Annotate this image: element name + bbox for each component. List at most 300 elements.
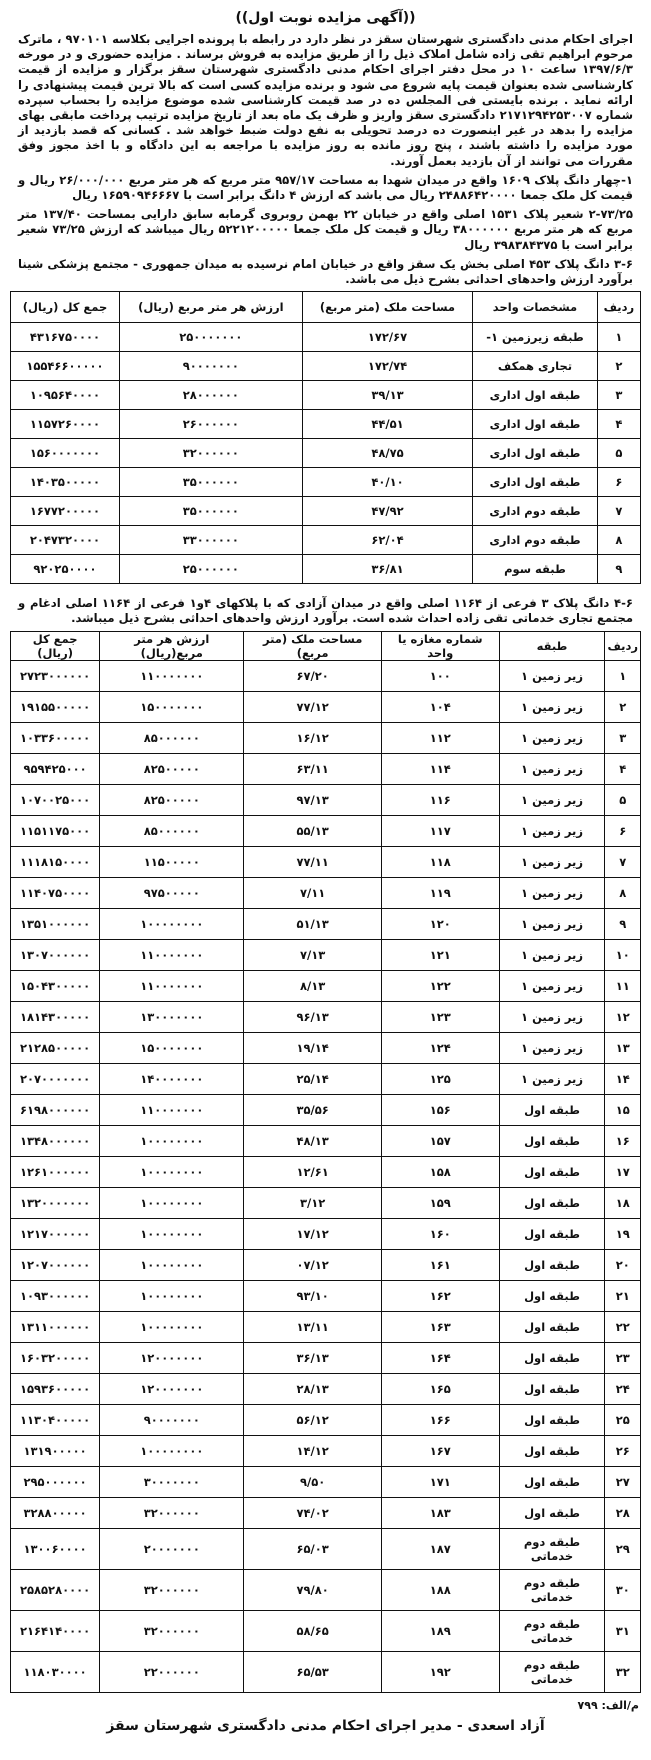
table-cell: ۳/۱۲ [244, 1187, 382, 1218]
table-cell: ۶ [597, 468, 640, 497]
table-cell: ۱۲۴ [381, 1032, 499, 1063]
table-cell: ۵ [597, 439, 640, 468]
table-cell: ۳۶/۸۱ [302, 555, 472, 584]
table-cell: ۳۲۰۰۰۰۰۰ [100, 1610, 244, 1651]
column-header: مساحت ملک (متر مربع) [244, 631, 382, 660]
table-cell: طبقه اول اداری [473, 381, 598, 410]
table-cell: طبقه اول اداری [473, 410, 598, 439]
table-cell: ۳۵/۵۶ [244, 1094, 382, 1125]
table-cell: ۹۷/۱۳ [244, 784, 382, 815]
table-cell: ۱۱۰۰۰۰۰۰۰ [100, 1094, 244, 1125]
table-cell: ۹۰۰۰۰۰۰۰ [119, 352, 302, 381]
table-cell: ۱۱۹ [381, 877, 499, 908]
table-cell: ۳۰ [605, 1569, 641, 1610]
table-cell: ۱۶۷ [381, 1435, 499, 1466]
table-cell: ۱۶/۱۲ [244, 722, 382, 753]
table-cell: ۱۶۰۳۲۰۰۰۰۰ [11, 1342, 100, 1373]
table-cell: ۲۳ [605, 1342, 641, 1373]
table-cell: ۱۸۱۴۳۰۰۰۰۰ [11, 1001, 100, 1032]
table-cell: ۱۱۰۰۰۰۰۰۰ [100, 660, 244, 691]
table-cell: ۴۰/۱۰ [302, 468, 472, 497]
table-cell: طبقه اول [499, 1187, 605, 1218]
table-cell: ۹۳/۱۰ [244, 1280, 382, 1311]
table-cell: ۱۰۰۰۰۰۰۰۰ [100, 1187, 244, 1218]
table-row [11, 1497, 641, 1528]
table-cell: ۲۵۰۰۰۰۰۰ [119, 555, 302, 584]
column-header: ارزش هر متر مربع(ریال) [100, 631, 244, 660]
table-cell: ۲۰۷۰۰۰۰۰۰۰ [11, 1063, 100, 1094]
item-1-paragraph: ۱-چهار دانگ پلاک ۱۶۰۹ واقع در میدان شهدا به مساحت ۹۵۷/۱۷ متر مربع که هر متر مربع ۲۶/۰۰۰/۰۰۰ ریال و قیمت کل ملک جمعا ۲۴۸۸۶۴۲۰۰۰۰ ریال می باشد که ارزش ۴ دانگ برابر است با ۱۶۵۹۰۹۴۶۶۶۷ ریال [18, 172, 633, 203]
table-cell: ۶۳/۱۱ [244, 753, 382, 784]
table-cell: طبقه زیرزمین ۱- [473, 323, 598, 352]
table-cell: طبقه اول [499, 1218, 605, 1249]
table-cell: طبقه دوم خدماتی [499, 1610, 605, 1651]
item-2-paragraph: ۲-۷۳/۲۵ شعیر پلاک ۱۵۳۱ اصلی واقع در خیابان ۲۲ بهمن روبروی گرمابه سابق دارایی بمساحت ۱۳۷/۴۰ متر مربع که هر متر مربع ۳۸۰۰۰۰۰۰ ریال و قیمت کل ملک جمعا ۵۲۲۱۲۰۰۰۰۰ ریال میباشد که ارزش ۷۳/۲۵ شعیر برابر است با ۳۹۸۳۸۴۳۷۵ ریال [18, 207, 634, 252]
table-row [11, 1280, 641, 1311]
table-row [11, 1651, 641, 1692]
table-cell: ۳ [605, 722, 641, 753]
table-cell: ۲۸/۱۳ [244, 1373, 382, 1404]
table-cell: ۷/۱۳ [244, 939, 382, 970]
table-cell: ۳ [597, 381, 640, 410]
table-row [11, 497, 641, 526]
table-cell: ۱۵۶۰۰۰۰۰۰۰ [11, 439, 120, 468]
table-cell: ۷۷/۱۲ [244, 691, 382, 722]
table-cell: ۱۶۱ [381, 1249, 499, 1280]
table-row [11, 555, 641, 584]
column-header: طبقه [499, 631, 605, 660]
table-cell: ۸۲۵۰۰۰۰۰ [100, 784, 244, 815]
table-cell: ۱۱۵۷۲۶۰۰۰۰ [11, 410, 120, 439]
table-row [11, 1156, 641, 1187]
table-cell: ۱۳۱۱۰۰۰۰۰۰ [11, 1311, 100, 1342]
table-cell: ۱ [605, 660, 641, 691]
table-cell: ۹۶/۱۳ [244, 1001, 382, 1032]
table-row [11, 1218, 641, 1249]
table-cell: ۲ [605, 691, 641, 722]
table-cell: ۱۶۷۷۲۰۰۰۰۰ [11, 497, 120, 526]
column-header: جمع کل (ریال) [11, 631, 100, 660]
table-cell: ۱۶۴ [381, 1342, 499, 1373]
table-cell: ۱۹۱۵۵۰۰۰۰۰ [11, 691, 100, 722]
table-cell: ۱۰۰۰۰۰۰۰۰ [100, 908, 244, 939]
table-row [11, 970, 641, 1001]
table-cell: ۱۵۵۴۶۶۰۰۰۰۰ [11, 352, 120, 381]
table-cell: تجاری همکف [473, 352, 598, 381]
table-cell: ۸/۱۳ [244, 970, 382, 1001]
table-cell: ۱۹ [605, 1218, 641, 1249]
table-cell: ۷ [605, 846, 641, 877]
table-cell: طبقه اول [499, 1249, 605, 1280]
table-cell: ۱۰۰۰۰۰۰۰۰ [100, 1435, 244, 1466]
table-cell: ۱۳۵۱۰۰۰۰۰۰ [11, 908, 100, 939]
table-1-body [11, 323, 641, 584]
table-cell: ۱۲۵ [381, 1063, 499, 1094]
table-cell: ۱۶۶ [381, 1404, 499, 1435]
table-cell: زیر زمین ۱ [499, 691, 605, 722]
table-cell: ۹۵۹۴۲۵۰۰۰ [11, 753, 100, 784]
table-cell: ۲۹ [605, 1528, 641, 1569]
table-cell: ۱۵۰۰۰۰۰۰۰ [100, 1032, 244, 1063]
table-cell: ۱۲۲ [381, 970, 499, 1001]
table-row [11, 815, 641, 846]
table-cell: ۱۴/۱۲ [244, 1435, 382, 1466]
table-cell: ۱۳۰۷۰۰۰۰۰۰ [11, 939, 100, 970]
table-cell: ۱۰۹۵۶۴۰۰۰۰ [11, 381, 120, 410]
table-cell: ۱۱۸ [381, 846, 499, 877]
table-cell: ۳۶/۱۳ [244, 1342, 382, 1373]
table-cell: طبقه اول [499, 1466, 605, 1497]
table-cell: ۹۰۰۰۰۰۰۰ [100, 1404, 244, 1435]
table-cell: ۱۶۵ [381, 1373, 499, 1404]
table-cell: ۱۵۹۳۶۰۰۰۰۰ [11, 1373, 100, 1404]
table-cell: ۳۹/۱۳ [302, 381, 472, 410]
table-cell: ۱۷۲/۶۷ [302, 323, 472, 352]
table-cell: ۱۳۱۹۰۰۰۰۰ [11, 1435, 100, 1466]
table-cell: زیر زمین ۱ [499, 1032, 605, 1063]
table-row [11, 1528, 641, 1569]
table-cell: ۱۱۴۰۷۵۰۰۰۰ [11, 877, 100, 908]
table-cell: ۷۹/۸۰ [244, 1569, 382, 1610]
table-cell: ۱۰۰۰۰۰۰۰۰ [100, 1280, 244, 1311]
table-cell: ۳۰۰۰۰۰۰۰ [100, 1466, 244, 1497]
table-row [11, 1342, 641, 1373]
table-cell: ۶۲/۰۴ [302, 526, 472, 555]
table-cell: ۵۸/۶۵ [244, 1610, 382, 1651]
table-cell: ۱۰۰۰۰۰۰۰۰ [100, 1156, 244, 1187]
table-row [11, 352, 641, 381]
table-cell: ۲۰۴۷۳۲۰۰۰۰ [11, 526, 120, 555]
table-cell: طبقه اول اداری [473, 439, 598, 468]
column-header: مساحت ملک (متر مربع) [302, 292, 472, 323]
table-cell: ۱۴۰۳۵۰۰۰۰۰ [11, 468, 120, 497]
table-cell: ۲۱۶۴۱۴۰۰۰۰ [11, 1610, 100, 1651]
table-cell: ۱۱۷ [381, 815, 499, 846]
table-cell: زیر زمین ۱ [499, 846, 605, 877]
table-row [11, 722, 641, 753]
table-cell: ۱۲۰۰۰۰۰۰۰ [100, 1373, 244, 1404]
table-cell: زیر زمین ۱ [499, 753, 605, 784]
table-cell: ۱۱۴ [381, 753, 499, 784]
table-cell: ۲۰۰۰۰۰۰۰ [100, 1528, 244, 1569]
table-row [11, 1311, 641, 1342]
table-cell: ۵ [605, 784, 641, 815]
table-cell: ۱۸۹ [381, 1610, 499, 1651]
column-header: جمع کل (ریال) [11, 292, 120, 323]
table-row [11, 1373, 641, 1404]
table-cell: ۶۵/۵۳ [244, 1651, 382, 1692]
table-cell: ۲۸۰۰۰۰۰۰ [119, 381, 302, 410]
table-cell: طبقه اول [499, 1280, 605, 1311]
table-cell: ۱۱۰۰۰۰۰۰۰ [100, 970, 244, 1001]
table-cell: طبقه دوم خدماتی [499, 1651, 605, 1692]
table-row [11, 410, 641, 439]
table-cell: ۱۳۰۰۶۰۰۰۰ [11, 1528, 100, 1569]
table-cell: ۸۲۵۰۰۰۰۰ [100, 753, 244, 784]
table-cell: ۶۷/۲۰ [244, 660, 382, 691]
table-cell: ۱۱۵۱۱۷۵۰۰۰ [11, 815, 100, 846]
table-cell: ۲۷ [605, 1466, 641, 1497]
units-table-2 [10, 631, 641, 1693]
table-cell: طبقه اول [499, 1373, 605, 1404]
table-cell: ۱۵۹ [381, 1187, 499, 1218]
table-cell: ۴۷/۹۲ [302, 497, 472, 526]
table-cell: ۱۰۳۳۶۰۰۰۰۰ [11, 722, 100, 753]
table-cell: ۱۶۰ [381, 1218, 499, 1249]
intro-paragraph: اجرای احکام مدنی دادگستری شهرستان سقز در نظر دارد در رابطه با پرونده اجرایی بکلاسه ۹۷۰۱۰۱ ، ماترک مرحوم ابراهیم تقی زاده شامل املاک ذیل را از طریق مزایده به فروش برساند . مزایده حضوری و در مورخه ۱۳۹۷/۶/۳ ساعت ۱۰ در محل دفتر اجرای احکام مدنی دادگستری شهرستان سقز برگزار و مزایده از قیمت کارشناسی شده بعنوان قیمت پایه شروع می شود و برنده مزایده کسی است که بالا ترین قیمت پیشنهادی را ارائه نماید . برنده بایستی فی المجلس ده در صد قیمت کارشناسی شده موضوع مزایده را بحساب سپرده شماره ۲۱۷۱۲۹۴۲۵۳۰۰۷ دادگستری سقز واریز و ظرف یک ماه بعد از تاریخ مزایده ترتیب پرداخت مابقی بهای مزایده را بدهد در غیر اینصورت ده درصد تحویلی به نفع دولت ضبط خواهد شد . کسانی که قصد بازدید از مورد مزایده را داشته باشند ، پنج روز مانده به روز مزایده با مراجعه به این دادگاه و با اخذ مجوز وفق مقررات می توانند از آن بازدید بعمل آورند. [18, 32, 634, 168]
column-header: ارزش هر متر مربع (ریال) [119, 292, 302, 323]
table-cell: ۹/۵۰ [244, 1466, 382, 1497]
table-cell: طبقه دوم اداری [473, 497, 598, 526]
table-row [11, 784, 641, 815]
table-cell: زیر زمین ۱ [499, 1001, 605, 1032]
table-cell: ۴۳۱۶۷۵۰۰۰۰ [11, 323, 120, 352]
table-row [11, 1125, 641, 1156]
table-cell: طبقه اول [499, 1156, 605, 1187]
table-cell: ۱۲۳ [381, 1001, 499, 1032]
table-cell: ۵۱/۱۳ [244, 908, 382, 939]
table-cell: ۱۰۰۰۰۰۰۰۰ [100, 1218, 244, 1249]
column-header: شماره مغازه یا واحد [381, 631, 499, 660]
table-2-header-row [11, 631, 641, 660]
table-cell: ۸۵۰۰۰۰۰۰ [100, 722, 244, 753]
table-cell: ۲۵ [605, 1404, 641, 1435]
table-cell: ۳۲ [605, 1651, 641, 1692]
table-cell: ۶۵/۰۳ [244, 1528, 382, 1569]
table-cell: ۸۵۰۰۰۰۰۰ [100, 815, 244, 846]
table-cell: ۱۲۶۱۰۰۰۰۰۰ [11, 1156, 100, 1187]
table-cell: طبقه دوم اداری [473, 526, 598, 555]
table-cell: ۷ [597, 497, 640, 526]
table-row [11, 381, 641, 410]
table-row [11, 1249, 641, 1280]
table-row [11, 526, 641, 555]
table-cell: ۱۳ [605, 1032, 641, 1063]
table-cell: زیر زمین ۱ [499, 660, 605, 691]
table-row [11, 877, 641, 908]
table-row [11, 1466, 641, 1497]
table-cell: ۳۳۰۰۰۰۰۰ [119, 526, 302, 555]
table-cell: ۳۱ [605, 1610, 641, 1651]
table-cell: ۷/۱۱ [244, 877, 382, 908]
table-cell: ۳۲۸۸۰۰۰۰۰ [11, 1497, 100, 1528]
table-cell: ۰۷/۱۲ [244, 1249, 382, 1280]
table-cell: ۱۱۱۸۱۵۰۰۰۰ [11, 846, 100, 877]
table-cell: ۱۵۰۰۰۰۰۰۰ [100, 691, 244, 722]
table-cell: ۱۴ [605, 1063, 641, 1094]
table-cell: ۱۰۴ [381, 691, 499, 722]
table-cell: طبقه اول اداری [473, 468, 598, 497]
item-4-paragraph: ۴-۶ دانگ پلاک ۳ فرعی از ۱۱۶۴ اصلی واقع در میدان آزادی که با پلاکهای ۴و۱ فرعی از ۱۱۶۴ اصلی ادغام و مجتمع تجاری خدماتی تقی زاده احداث شده است. برآورد ارزش واحدهای احداثی بشرح ذیل میباشد. [18, 596, 634, 626]
table-cell: ۱۸ [605, 1187, 641, 1218]
table-cell: ۲۵/۱۴ [244, 1063, 382, 1094]
table-row [11, 908, 641, 939]
table-cell: ۱۸۷ [381, 1528, 499, 1569]
table-cell: ۴۴/۵۱ [302, 410, 472, 439]
table-cell: ۱۶۲ [381, 1280, 499, 1311]
table-cell: ۱۶ [605, 1125, 641, 1156]
table-cell: ۱۵۸ [381, 1156, 499, 1187]
table-row [11, 1435, 641, 1466]
table-cell: ۱۴۰۰۰۰۰۰۰ [100, 1063, 244, 1094]
table-cell: ۶ [605, 815, 641, 846]
table-cell: ۷۷/۱۱ [244, 846, 382, 877]
table-cell: ۱۹۲ [381, 1651, 499, 1692]
table-row [11, 1032, 641, 1063]
table-cell: ۳۲۰۰۰۰۰۰ [100, 1569, 244, 1610]
table-cell: ۱۱۶ [381, 784, 499, 815]
table-cell: ۶۱۹۸۰۰۰۰۰۰ [11, 1094, 100, 1125]
table-cell: ۳۲۰۰۰۰۰۰ [100, 1497, 244, 1528]
table-cell: ۱ [597, 323, 640, 352]
table-cell: ۲۲۰۰۰۰۰۰ [100, 1651, 244, 1692]
table-cell: ۱۱۰۰۰۰۰۰۰ [100, 939, 244, 970]
table-row [11, 323, 641, 352]
table-cell: ۱۳۰۰۰۰۰۰۰ [100, 1001, 244, 1032]
table-cell: ۹۷۵۰۰۰۰۰ [100, 877, 244, 908]
column-header: ردیف [597, 292, 640, 323]
table-cell: ۲۹۵۰۰۰۰۰۰ [11, 1466, 100, 1497]
table-cell: ۱۵ [605, 1094, 641, 1125]
table-cell: ۲۴ [605, 1373, 641, 1404]
table-row [11, 468, 641, 497]
table-cell: ۱۳/۱۱ [244, 1311, 382, 1342]
table-cell: ۱۹/۱۴ [244, 1032, 382, 1063]
auction-notice [10, 0, 641, 1734]
table-cell: ۲۱ [605, 1280, 641, 1311]
table-cell: ۱۲۱۷۰۰۰۰۰۰ [11, 1218, 100, 1249]
table-cell: ۱۵۶ [381, 1094, 499, 1125]
table-cell: ۲۸ [605, 1497, 641, 1528]
table-cell: زیر زمین ۱ [499, 1063, 605, 1094]
table-cell: زیر زمین ۱ [499, 722, 605, 753]
table-cell: ۱۱۳۰۴۰۰۰۰۰ [11, 1404, 100, 1435]
table-row [11, 660, 641, 691]
table-cell: ۱۲ [605, 1001, 641, 1032]
table-cell: ۱۲۰۷۰۰۰۰۰۰ [11, 1249, 100, 1280]
table-cell: ۱۵۰۴۳۰۰۰۰۰ [11, 970, 100, 1001]
table-row [11, 1001, 641, 1032]
table-cell: ۱۰ [605, 939, 641, 970]
table-cell: طبقه اول [499, 1435, 605, 1466]
table-cell: ۸ [597, 526, 640, 555]
table-cell: ۴۸/۱۳ [244, 1125, 382, 1156]
table-cell: طبقه اول [499, 1311, 605, 1342]
table-cell: ۱۲۰ [381, 908, 499, 939]
table-cell: طبقه اول [499, 1125, 605, 1156]
table-cell: ۱۳۴۸۰۰۰۰۰۰ [11, 1125, 100, 1156]
table-cell: ۵۵/۱۳ [244, 815, 382, 846]
table-cell: ۲۲ [605, 1311, 641, 1342]
table-row [11, 1569, 641, 1610]
table-cell: ۱۳۲۰۰۰۰۰۰۰ [11, 1187, 100, 1218]
column-header: مشخصات واحد [473, 292, 598, 323]
table-cell: ۱۰۹۳۰۰۰۰۰۰ [11, 1280, 100, 1311]
table-cell: ۷۴/۰۲ [244, 1497, 382, 1528]
table-cell: طبقه سوم [473, 555, 598, 584]
table-cell: زیر زمین ۱ [499, 877, 605, 908]
table-cell: طبقه اول [499, 1404, 605, 1435]
notice-title: ((آگهی مزایده نوبت اول)) [235, 10, 416, 26]
table-row [11, 691, 641, 722]
table-row [11, 1063, 641, 1094]
table-cell: ۱۱۸۰۳۰۰۰۰ [11, 1651, 100, 1692]
table-cell: ۴۸/۷۵ [302, 439, 472, 468]
table-cell: ۲۵۰۰۰۰۰۰۰ [119, 323, 302, 352]
table-cell: ۱۱ [605, 970, 641, 1001]
table-cell: ۱۲۰۰۰۰۰۰۰ [100, 1342, 244, 1373]
table-cell: ۳۲۰۰۰۰۰۰ [119, 439, 302, 468]
table-cell: ۱۵۷ [381, 1125, 499, 1156]
table-cell: طبقه اول [499, 1497, 605, 1528]
table-cell: ۱۰۷۰۰۲۵۰۰۰ [11, 784, 100, 815]
table-cell: ۹۲۰۲۵۰۰۰۰ [11, 555, 120, 584]
table-cell: ۴ [597, 410, 640, 439]
table-cell: طبقه دوم خدماتی [499, 1569, 605, 1610]
table-cell: ۲ [597, 352, 640, 381]
table-cell: ۱۰۰۰۰۰۰۰۰ [100, 1249, 244, 1280]
table-cell: ۱۷۲/۷۴ [302, 352, 472, 381]
table-cell: ۱۱۵۰۰۰۰۰ [100, 846, 244, 877]
table-cell: زیر زمین ۱ [499, 784, 605, 815]
table-cell: ۱۰۰۰۰۰۰۰۰ [100, 1125, 244, 1156]
table-cell: ۵۶/۱۲ [244, 1404, 382, 1435]
table-cell: زیر زمین ۱ [499, 815, 605, 846]
table-row [11, 846, 641, 877]
signature: آزاد اسعدی - مدیر اجرای احکام مدنی دادگستری شهرستان سقز [106, 1717, 545, 1734]
table-cell: ۴ [605, 753, 641, 784]
table-cell: زیر زمین ۱ [499, 908, 605, 939]
table-cell: ۱۸۸ [381, 1569, 499, 1610]
table-2-body [11, 660, 641, 1692]
table-row [11, 1187, 641, 1218]
table-cell: ۳۵۰۰۰۰۰۰ [119, 468, 302, 497]
table-row [11, 439, 641, 468]
table-row [11, 939, 641, 970]
table-cell: ۱۷/۱۲ [244, 1218, 382, 1249]
table-1-header-row [11, 292, 641, 323]
table-row [11, 1610, 641, 1651]
table-cell: ۹ [605, 908, 641, 939]
table-cell: ۱۱۲ [381, 722, 499, 753]
table-cell: ۱۰۰۰۰۰۰۰۰ [100, 1311, 244, 1342]
table-row [11, 1094, 641, 1125]
table-row [11, 1404, 641, 1435]
table-cell: ۲۶۰۰۰۰۰۰ [119, 410, 302, 439]
table-cell: ۱۲/۶۱ [244, 1156, 382, 1187]
table-cell: ۱۷ [605, 1156, 641, 1187]
table-cell: ۱۷۱ [381, 1466, 499, 1497]
table-cell: ۲۶ [605, 1435, 641, 1466]
table-cell: ۸ [605, 877, 641, 908]
table-cell: ۳۵۰۰۰۰۰۰ [119, 497, 302, 526]
table-cell: طبقه دوم خدماتی [499, 1528, 605, 1569]
column-header: ردیف [605, 631, 641, 660]
table-cell: ۲۱۲۸۵۰۰۰۰۰ [11, 1032, 100, 1063]
table-cell: ۱۶۳ [381, 1311, 499, 1342]
table-cell: ۱۰۰ [381, 660, 499, 691]
table-cell: ۲۷۲۳۰۰۰۰۰۰ [11, 660, 100, 691]
table-cell: طبقه اول [499, 1094, 605, 1125]
table-cell: طبقه اول [499, 1342, 605, 1373]
table-cell: ۱۲۱ [381, 939, 499, 970]
table-cell: ۲۰ [605, 1249, 641, 1280]
table-cell: زیر زمین ۱ [499, 970, 605, 1001]
item-3-paragraph: ۳-۶ دانگ پلاک ۴۵۳ اصلی بخش یک سقز واقع در خیابان امام نرسیده به میدان جمهوری - مجتمع پزشکی شینا برآورد ارزش واحدهای احداثی بشرح ذیل می باشد. [18, 256, 633, 287]
table-cell: ۱۸۳ [381, 1497, 499, 1528]
table-row [11, 753, 641, 784]
reference-code: م/الف: ۷۹۹ [577, 1698, 639, 1712]
